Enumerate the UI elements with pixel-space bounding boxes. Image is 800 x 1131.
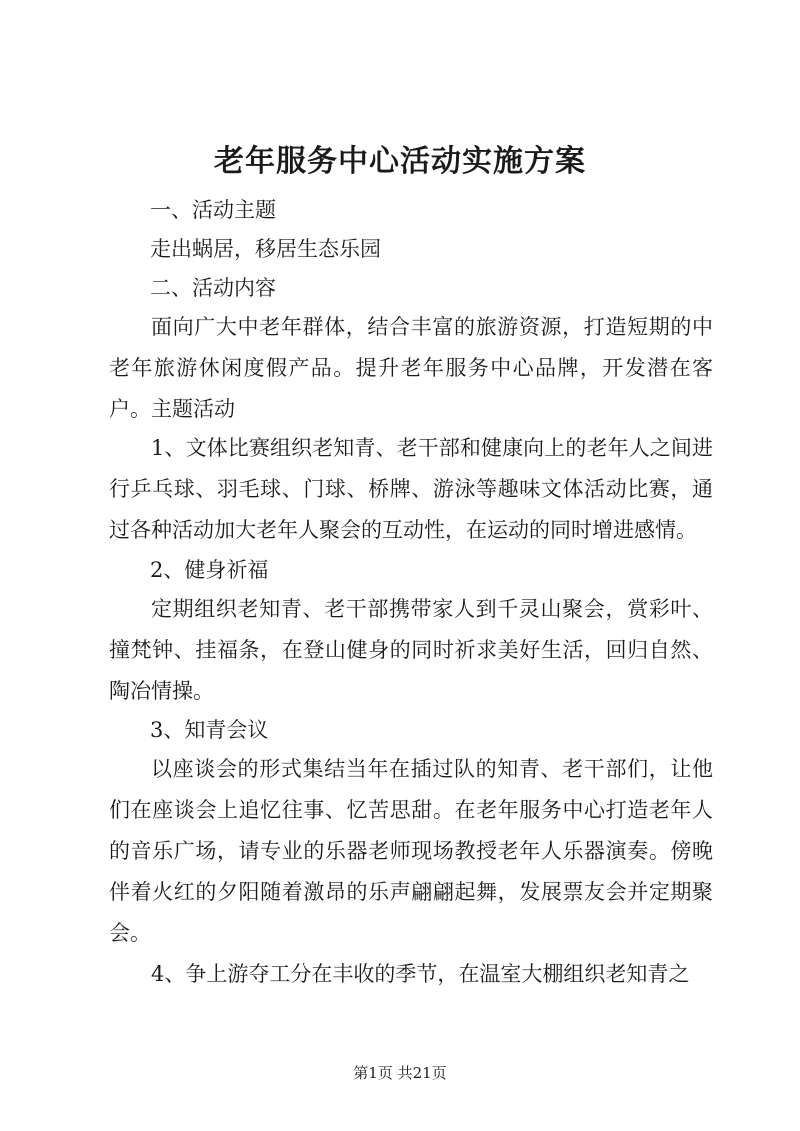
- paragraph-fitness-blessing: 定期组织老知青、老干部携带家人到千灵山聚会，赏彩叶、撞梵钟、挂福条，在登山健身的同时祈求美好生活，回归自然、陶冶情操。: [109, 597, 713, 703]
- section-heading-content: 二、活动内容: [150, 276, 276, 300]
- page-footer: 第1页 共21页: [353, 1064, 447, 1082]
- theme-slogan: 走出蜗居，移居生态乐园: [150, 237, 381, 261]
- paragraph-sports-competition: 1、文体比赛组织老知青、老干部和健康向上的老年人之间进行乒乓球、羽毛球、门球、桥牌、游泳等趣味文体活动比赛，通过各种活动加大老年人聚会的互动性，在运动的同时增进感情。: [109, 436, 713, 542]
- section-heading-theme: 一、活动主题: [150, 198, 276, 222]
- subheading-youth-meeting: 3、知青会议: [150, 718, 269, 742]
- paragraph-youth-meeting: 以座谈会的形式集结当年在插过队的知青、老干部们，让他们在座谈会上追忆往事、忆苦思甜。在老年服务中心打造老年人的音乐广场，请专业的乐器老师现场教授老年人乐器演奏。傍晚伴着火红的夕阳随着激昂的乐声翩翩起舞，发展票友会并定期聚会。: [109, 757, 713, 945]
- paragraph-work-points: 4、争上游夺工分在丰收的季节，在温室大棚组织老知青之: [151, 962, 690, 986]
- document-title: 老年服务中心活动实施方案: [214, 144, 586, 179]
- subheading-fitness-blessing: 2、健身祈福: [150, 558, 269, 582]
- paragraph-content-intro: 面向广大中老年群体，结合丰富的旅游资源，打造短期的中老年旅游休闲度假产品。提升老年服务中心品牌，开发潜在客户。主题活动: [109, 315, 713, 421]
